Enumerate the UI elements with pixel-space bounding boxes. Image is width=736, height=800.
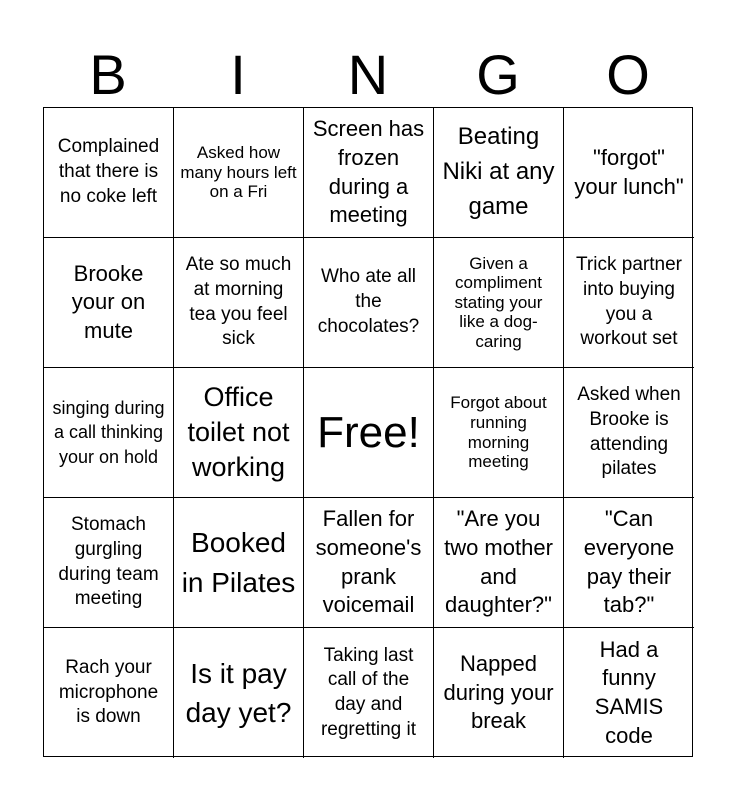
bingo-cell[interactable]: "Can everyone pay their tab?" — [564, 498, 694, 628]
bingo-cell[interactable]: Who ate all the chocolates? — [304, 238, 434, 368]
header-letter-b: B — [89, 43, 127, 106]
bingo-cell[interactable]: Is it pay day yet? — [174, 628, 304, 758]
bingo-cell[interactable]: Forgot about running morning meeting — [434, 368, 564, 498]
bingo-board — [43, 107, 693, 757]
bingo-cell[interactable]: Brooke your on mute — [44, 238, 174, 368]
header-letter-i: I — [230, 43, 246, 106]
bingo-cell[interactable]: Complained that there is no coke left — [44, 108, 174, 238]
header-letter-n: N — [347, 43, 389, 106]
bingo-cell[interactable]: singing during a call thinking your on hold — [44, 368, 174, 498]
bingo-cell[interactable]: Napped during your break — [434, 628, 564, 758]
header-letter-g: G — [476, 43, 520, 106]
bingo-cell[interactable]: Taking last call of the day and regretting it — [304, 628, 434, 758]
bingo-cell[interactable]: "forgot" your lunch" — [564, 108, 694, 238]
bingo-cell[interactable]: Office toilet not working — [174, 368, 304, 498]
bingo-cell[interactable]: "Are you two mother and daughter?" — [434, 498, 564, 628]
bingo-cell[interactable]: Given a compliment stating your like a dog-caring — [434, 238, 564, 368]
bingo-cell[interactable]: Beating Niki at any game — [434, 108, 564, 238]
bingo-cell[interactable]: Asked how many hours left on a Fri — [174, 108, 304, 238]
free-space[interactable]: Free! — [304, 368, 434, 498]
bingo-cell[interactable]: Booked in Pilates — [174, 498, 304, 628]
bingo-cell[interactable]: Had a funny SAMIS code — [594, 636, 664, 748]
bingo-cell[interactable]: Screen has frozen during a meeting — [304, 108, 434, 238]
bingo-cell[interactable]: Asked when Brooke is attending pilates — [564, 368, 694, 498]
bingo-header — [43, 44, 693, 106]
bingo-cell[interactable]: Rach your microphone is down — [44, 628, 174, 758]
bingo-cell[interactable]: Ate so much at morning tea you feel sick — [174, 238, 304, 368]
bingo-cell[interactable]: Trick partner into buying you a workout set — [564, 238, 694, 368]
header-letter-o: O — [606, 43, 650, 106]
bingo-cell[interactable]: Stomach gurgling during team meeting — [44, 498, 174, 628]
bingo-cell[interactable]: Fallen for someone's prank voicemail — [304, 498, 434, 628]
